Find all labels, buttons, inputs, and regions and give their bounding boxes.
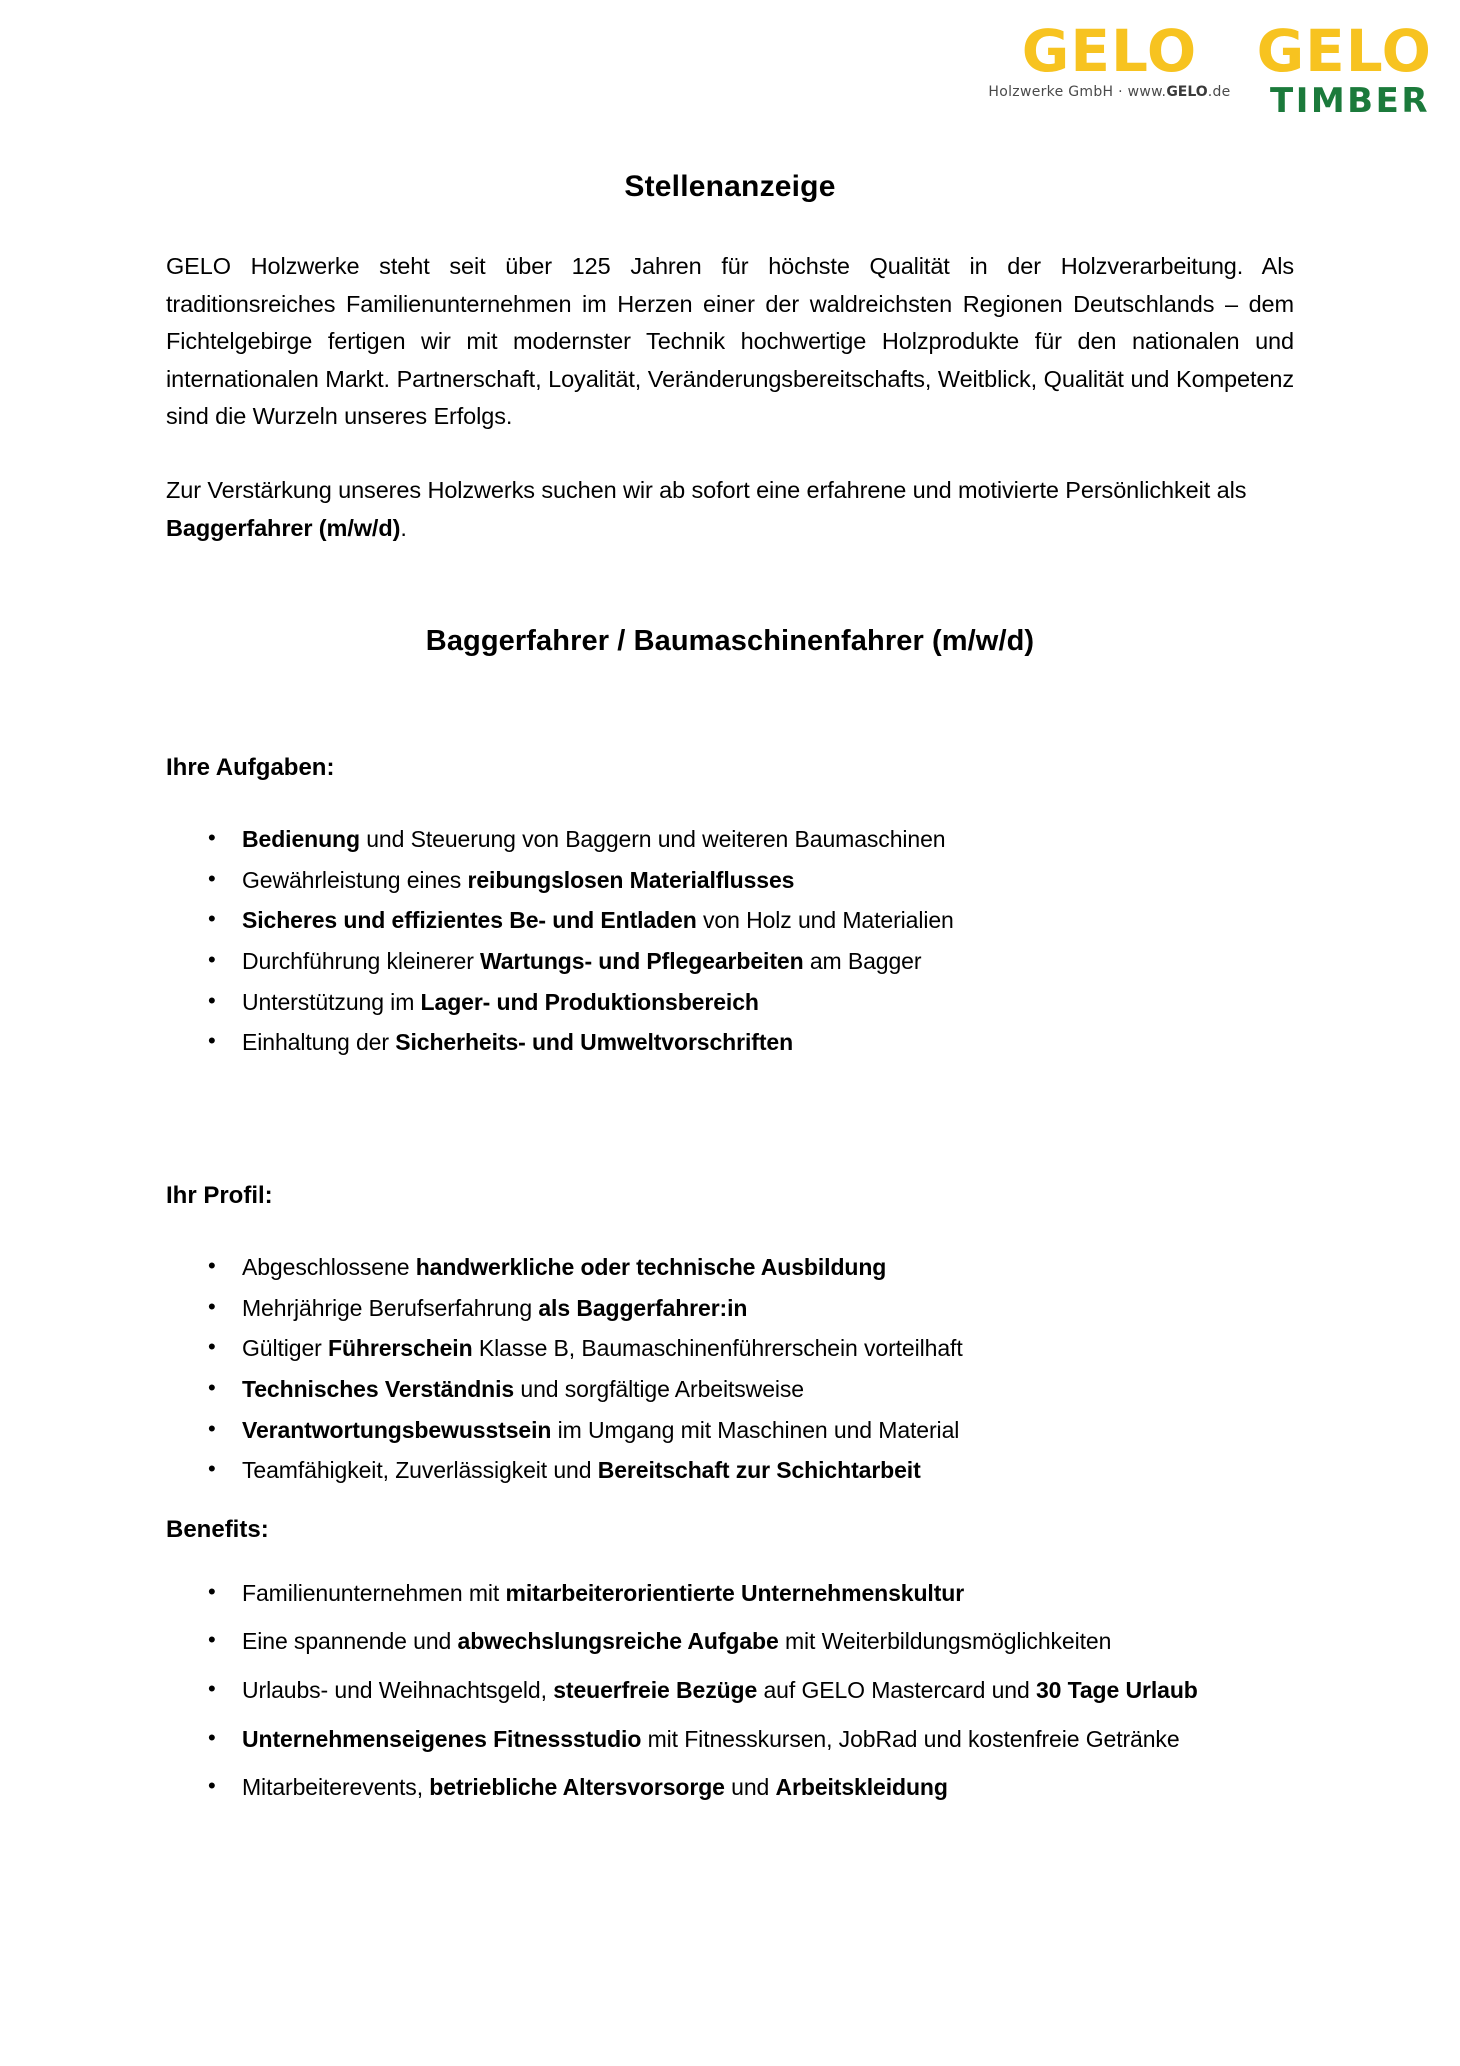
timber-wordmark: TIMBER bbox=[1270, 81, 1430, 122]
spacer bbox=[166, 1066, 1294, 1182]
item-bold: mitarbeiterorientierte Unternehmenskultur bbox=[505, 1579, 965, 1606]
benefits-list bbox=[166, 1576, 1294, 1806]
section-heading-benefits: Benefits: bbox=[166, 1515, 269, 1543]
gelo-wordmark-left: GELO bbox=[1021, 17, 1198, 85]
item-bold: Wartungs- und Pflegearbeiten bbox=[480, 948, 804, 975]
item-rest: Klasse B, Baumaschinenführerschein vorteilhaft bbox=[472, 1335, 963, 1362]
item-rest: mit Weiterbildungsmöglichkeiten bbox=[778, 1628, 1112, 1655]
profil-list bbox=[166, 1250, 1294, 1489]
gelo-tagline bbox=[988, 84, 1230, 100]
item-lead: Abgeschlossene bbox=[242, 1254, 416, 1280]
tagline-prefix: Holzwerke GmbH · www. bbox=[988, 84, 1167, 101]
item-lead: Einhaltung der bbox=[242, 1029, 396, 1056]
list-item bbox=[166, 1025, 1294, 1061]
call-to-action-paragraph bbox=[166, 472, 1294, 547]
gelo-holzwerke-logo bbox=[988, 17, 1231, 101]
item-rest: und sorgfältige Arbeitsweise bbox=[514, 1375, 804, 1402]
list-item bbox=[166, 903, 1294, 939]
gelo-timber-logo bbox=[1256, 17, 1432, 122]
item-rest: und Steuerung von Baggern und weiteren Baumaschinen bbox=[359, 826, 946, 853]
item-bold-lead: Technisches Verständnis bbox=[242, 1375, 515, 1402]
item-bold-lead: Sicheres und effizientes Be- und Entladen bbox=[242, 907, 697, 934]
item-lead: Mehrjährige Berufserfahrung bbox=[242, 1294, 539, 1321]
cta-text-part-1: Zur Verstärkung unseres Holzwerks suchen wir ab sofort eine erfahrene und motivierte Persönlichkeit als bbox=[166, 476, 1247, 503]
item-rest: von Holz und Materialien bbox=[696, 907, 954, 934]
item-rest: im Umgang mit Maschinen und Material bbox=[551, 1416, 960, 1443]
spacer bbox=[166, 1544, 1294, 1576]
list-item bbox=[166, 1250, 1294, 1286]
item-bold: Lager- und Produktionsbereich bbox=[420, 988, 759, 1015]
item-lead: Familienunternehmen mit bbox=[242, 1579, 506, 1606]
item-bold: Führerschein bbox=[328, 1335, 473, 1362]
spacer bbox=[166, 1210, 1294, 1250]
item-bold: Bereitschaft zur Schichtarbeit bbox=[597, 1457, 921, 1484]
item-lead: Mitarbeiterevents, bbox=[242, 1774, 430, 1801]
item-rest: mit Fitnesskursen, JobRad und kostenfreie Getränke bbox=[641, 1725, 1180, 1752]
item-bold-2: 30 Tage Urlaub bbox=[1035, 1677, 1198, 1704]
job-title-heading: Baggerfahrer / Baumaschinenfahrer (m/w/d) bbox=[425, 625, 1035, 658]
list-item bbox=[166, 985, 1294, 1021]
item-lead: Unterstützung im bbox=[242, 988, 421, 1015]
list-item bbox=[166, 1453, 1294, 1489]
item-bold: als Baggerfahrer:in bbox=[538, 1294, 748, 1321]
item-lead: Durchführung kleinerer bbox=[242, 948, 481, 975]
spacer bbox=[166, 658, 1294, 754]
item-bold-2: Arbeitskleidung bbox=[775, 1774, 948, 1801]
list-item bbox=[166, 1331, 1294, 1367]
item-lead: Gültiger bbox=[242, 1335, 329, 1362]
intro-paragraph: GELO Holzwerke steht seit über 125 Jahren für höchste Qualität in der Holzverarbeitung. Als traditionsreiches Familienunternehmen im Herzen einer der waldreichsten Regionen Deutschlands – dem Fichtelgebirge fertigen wir mit modernster Technik hochwertige Holzprodukte für den nationalen und internationalen Markt. Partnerschaft, Loyalität, Veränderungsbereitschafts, Weitblick, Qualität und Kompetenz sind die Wurzeln unseres Erfolgs. bbox=[166, 253, 1294, 430]
section-heading-aufgaben: Ihre Aufgaben: bbox=[166, 754, 335, 782]
item-bold: steuerfreie Bezüge bbox=[553, 1677, 758, 1704]
cta-job-title-bold: Baggerfahrer (m/w/d) bbox=[166, 514, 401, 541]
item-lead: Eine spannende und bbox=[242, 1628, 458, 1655]
tagline-suffix: .de bbox=[1207, 84, 1231, 101]
item-lead: Urlaubs- und Weihnachtsgeld, bbox=[242, 1677, 554, 1704]
section-heading-profil: Ihr Profil: bbox=[166, 1182, 273, 1209]
list-item bbox=[166, 822, 1294, 858]
item-bold: abwechslungsreiche Aufgabe bbox=[457, 1628, 779, 1655]
spacer bbox=[166, 782, 1294, 822]
list-item bbox=[166, 1624, 1294, 1660]
item-rest: und bbox=[724, 1774, 776, 1801]
item-rest: am Bagger bbox=[803, 948, 922, 975]
list-item bbox=[166, 1413, 1294, 1449]
list-item bbox=[166, 1673, 1294, 1709]
list-item bbox=[166, 1372, 1294, 1408]
list-item bbox=[166, 1770, 1294, 1806]
item-bold: reibungslosen Materialflusses bbox=[467, 866, 795, 893]
aufgaben-list bbox=[166, 822, 1294, 1061]
item-bold: handwerkliche oder technische Ausbildung bbox=[415, 1254, 887, 1280]
list-item bbox=[166, 944, 1294, 980]
spacer bbox=[166, 1494, 1294, 1516]
item-lead: Gewährleistung eines bbox=[242, 866, 468, 893]
item-lead: Teamfähigkeit, Zuverlässigkeit und bbox=[242, 1457, 598, 1484]
paragraph-gap bbox=[166, 436, 1294, 472]
list-item bbox=[166, 1722, 1294, 1758]
item-bold: betriebliche Altersvorsorge bbox=[429, 1774, 725, 1801]
cta-text-part-2: . bbox=[400, 514, 407, 541]
logo-header bbox=[988, 17, 1432, 122]
item-bold-lead: Unternehmenseigenes Fitnessstudio bbox=[242, 1725, 642, 1752]
tagline-brand: GELO bbox=[1166, 84, 1208, 101]
list-item bbox=[166, 1576, 1294, 1612]
item-rest: auf GELO Mastercard und bbox=[757, 1677, 1036, 1704]
item-bold-lead: Bedienung bbox=[242, 826, 360, 853]
item-bold: Sicherheits- und Umweltvorschriften bbox=[395, 1029, 794, 1056]
item-bold-lead: Verantwortungsbewusstsein bbox=[242, 1416, 552, 1443]
list-item bbox=[166, 863, 1294, 899]
gelo-wordmark-right: GELO bbox=[1256, 17, 1432, 85]
page-title: Stellenanzeige bbox=[624, 170, 836, 203]
document-content bbox=[166, 170, 1294, 1819]
list-item bbox=[166, 1291, 1294, 1327]
